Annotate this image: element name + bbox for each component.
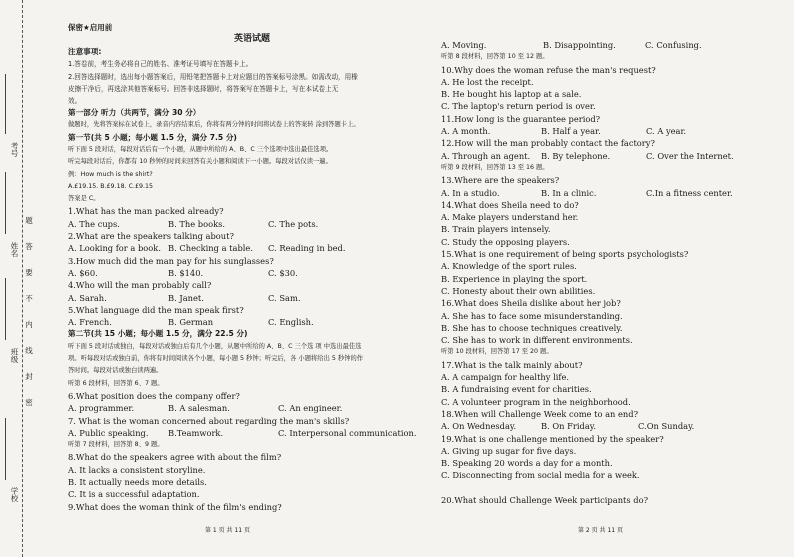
question-9-options: [441, 39, 786, 51]
option-b[interactable]: B. A fundraising event for charities.: [441, 384, 592, 395]
question-4: 4.Who will the man probably call?: [68, 280, 212, 291]
seal-char: 题: [25, 216, 33, 225]
section-2-instruction: 答时间。每段对话或独白读两遍。: [68, 367, 163, 375]
note-line: 2.回答选择题时，选出每小题答案后，用铅笔把答题卡上对应题目的答案标号涂黑。如需改动，用橡: [68, 72, 358, 81]
question-1-options: [68, 218, 436, 230]
question-17: 17.What is the talk mainly about?: [441, 359, 583, 370]
class-field[interactable]: [5, 278, 20, 340]
option-a[interactable]: A. Giving up sugar for five days.: [441, 445, 577, 456]
page-2-footer: 第 2 页 共 11 页: [578, 527, 623, 534]
material-note: 听第 8 段材料，回答第 10 至 12 题。: [441, 53, 549, 61]
option-c[interactable]: C. Confusing.: [645, 40, 702, 50]
seal-char: 封: [25, 372, 33, 381]
option-c[interactable]: C. The pots.: [268, 218, 319, 229]
section-1-instruction: 听下面 5 段对话，每段对话后有一个小题，从题中所给的 A、B、C 三个选项中选出最佳选项。: [68, 146, 333, 153]
option-b[interactable]: B.Teamwork.: [168, 427, 224, 438]
option-c[interactable]: C. Study the opposing players.: [441, 236, 570, 247]
option-b[interactable]: B. Janet.: [168, 292, 204, 303]
seal-char: 线: [25, 346, 33, 355]
question-2: 2.What are the speakers talking about?: [68, 231, 234, 242]
question-13-options: [441, 187, 786, 199]
question-2-options: [68, 242, 436, 254]
option-c[interactable]: C. It is a successful adaptation.: [68, 489, 200, 500]
question-16: 16.What does Sheila dislike about her job?: [441, 298, 621, 309]
note-line: 1.答卷前，考生务必将自己的姓名、准考证号填写在答题卡上。: [68, 60, 253, 69]
option-a[interactable]: A. She has to face some misunderstanding.: [441, 310, 623, 321]
option-c[interactable]: C. Reading in bed.: [268, 243, 346, 254]
section-1-instruction: 听完每段对话后，你都有 10 秒钟的时间来回答有关小题和阅读下一小题。每段对话仅读一遍。: [68, 158, 332, 166]
question-1: 1.What has the man packed already?: [68, 206, 224, 217]
option-b[interactable]: B. She has to choose techniques creatively.: [441, 322, 623, 333]
option-b[interactable]: B. Checking a table.: [168, 243, 253, 254]
question-19: 19.What is one challenge mentioned by the speaker?: [441, 433, 664, 444]
option-b[interactable]: B. By telephone.: [541, 150, 611, 161]
question-12-options: [441, 150, 786, 162]
option-c[interactable]: C. Over the Internet.: [646, 150, 734, 161]
option-b[interactable]: B. German: [168, 317, 214, 328]
seal-line-text: [23, 208, 35, 416]
question-7: 7. What is the woman concerned about regarding the man's skills?: [68, 415, 350, 426]
question-6: 6.What position does the company offer?: [68, 390, 240, 401]
option-a[interactable]: A. In a studio.: [441, 187, 500, 198]
question-6-options: [68, 402, 436, 414]
option-b[interactable]: B. Train players intensely.: [441, 224, 551, 235]
option-a[interactable]: A. Sarah.: [68, 292, 107, 303]
option-b[interactable]: B. He bought his laptop at a sale.: [441, 89, 582, 100]
option-a[interactable]: A. Looking for a book.: [68, 243, 161, 254]
section-2-instruction: 项。听每段对话或独白前，你将有时间阅读各个小题，每小题 5 秒钟；听完后，各 小题将给出 5 秒钟的作: [68, 355, 364, 363]
option-c[interactable]: C. A year.: [646, 126, 687, 137]
option-a[interactable]: A. Moving.: [441, 40, 487, 50]
option-a[interactable]: A. French.: [68, 317, 112, 328]
option-c[interactable]: C. English.: [268, 317, 314, 328]
option-c[interactable]: C. A volunteer program in the neighborhood.: [441, 396, 631, 407]
question-18: 18.When will Challenge Week come to an end?: [441, 408, 639, 419]
option-a[interactable]: A. A month.: [441, 126, 491, 137]
option-b[interactable]: B. In a clinic.: [541, 187, 597, 198]
material-note: 听第 6 段材料，回答第 6、7 题。: [68, 379, 164, 387]
exam-number-field[interactable]: [5, 74, 20, 134]
question-9: 9.What does the woman think of the film's ending?: [68, 501, 282, 512]
option-b[interactable]: B. Experience in playing the sport.: [441, 273, 588, 284]
material-note: 听第 10 段材料，回答第 17 至 20 题。: [441, 348, 553, 356]
seal-char: 答: [25, 242, 33, 251]
question-5-options: [68, 316, 436, 328]
option-b[interactable]: B. $140.: [168, 267, 204, 278]
question-18-options: [441, 420, 786, 432]
question-10: 10.Why does the woman refuse the man's request?: [441, 64, 656, 75]
confidential-mark: 保密★启用前: [68, 23, 113, 32]
option-a[interactable]: A. Make players understand her.: [441, 212, 579, 223]
question-3-options: [68, 267, 436, 279]
example-options: A.£19.15. B.£9.18. C.£9.15: [68, 182, 154, 190]
page-2-column: [441, 39, 786, 506]
page-1-column: [68, 22, 436, 513]
page-1-footer: 第 1 页 共 11 页: [205, 527, 250, 534]
option-c[interactable]: C. An engineer.: [278, 403, 343, 414]
part-1-note: 做题时，先将答案标在试卷上，录音内容结束后，你将有两分钟的时间将试卷上的答案转 涂到答题卡上。: [68, 121, 360, 129]
class-label: 班级: [5, 348, 19, 363]
question-4-options: [68, 292, 436, 304]
option-b[interactable]: B. The books.: [168, 218, 226, 229]
option-c[interactable]: C. The laptop's return period is over.: [441, 101, 596, 112]
option-a[interactable]: A. He lost the receipt.: [441, 76, 534, 87]
material-note: 听第 9 段材料，回答第 13 至 16 题。: [441, 163, 549, 171]
option-c[interactable]: C.On Sunday.: [638, 421, 695, 432]
option-a[interactable]: A. Knowledge of the sport rules.: [441, 261, 577, 272]
question-15: 15.What is one requirement of being sports psychologists?: [441, 249, 689, 260]
material-note: 听第 7 段材料，回答第 8、9 题。: [68, 441, 164, 449]
page-title: 英语试题: [233, 34, 270, 44]
question-11-options: [441, 125, 786, 137]
option-c[interactable]: C. Honesty about their own abilities.: [441, 285, 596, 296]
question-7-options: [68, 427, 436, 439]
option-b[interactable]: B. It actually needs more details.: [68, 477, 207, 488]
example-question: 例：How much is the shirt?: [68, 170, 153, 178]
option-c[interactable]: C. Interpersonal communication.: [278, 427, 417, 438]
question-14: 14.What does Sheila need to do?: [441, 199, 579, 210]
question-5: 5.What language did the man speak first?: [68, 304, 244, 315]
seal-char: 要: [25, 268, 33, 277]
name-label: 姓名: [5, 242, 19, 257]
option-c[interactable]: C. Sam.: [268, 292, 301, 303]
binding-margin: [0, 0, 44, 557]
option-a[interactable]: A. A campaign for healthy life.: [441, 372, 570, 383]
question-3: 3.How much did the man pay for his sunglasses?: [68, 255, 274, 266]
option-c[interactable]: C. She has to work in different environments.: [441, 335, 633, 346]
seal-char: 内: [25, 320, 33, 329]
option-b[interactable]: B. On Friday.: [541, 421, 597, 432]
question-11: 11.How long is the guarantee period?: [441, 113, 601, 124]
option-b[interactable]: B. Disappointing.: [543, 40, 616, 50]
section-2-instruction: 听下面 5 段对话或独白，每段对话或独白后有几个小题，从题中所给的 A、B、C 三个选 项 中选出最佳选: [68, 342, 362, 350]
question-8: 8.What do the speakers agree with about the film?: [68, 452, 282, 463]
school-label: 学校: [5, 487, 19, 502]
seal-char: 密: [25, 398, 33, 407]
option-a[interactable]: A. programmer.: [68, 403, 135, 414]
seal-char: 不: [25, 294, 33, 303]
note-line: 皮擦干净后，再选涂其他答案标号。回答非选择题时，将答案写在答题卡上，写在本试卷上无: [68, 84, 339, 93]
section-2-heading: 第二节(共 15 小题；每小题 1.5 分，满分 22.5 分): [68, 329, 248, 339]
option-a[interactable]: A. Through an agent.: [441, 150, 531, 161]
option-c[interactable]: C. $30.: [268, 267, 298, 278]
option-b[interactable]: B. Speaking 20 words a day for a month.: [441, 458, 613, 469]
option-a[interactable]: A. It lacks a consistent storyline.: [68, 464, 206, 475]
option-c[interactable]: C. Disconnecting from social media for a week.: [441, 470, 640, 481]
option-b[interactable]: B. A salesman.: [168, 403, 230, 414]
option-a[interactable]: A. On Wednesday.: [441, 421, 517, 432]
option-a[interactable]: A. $60.: [68, 267, 98, 278]
part-1-heading: 第一部分 听力（共两节，满分 30 分）: [68, 108, 201, 118]
note-line: 效。: [68, 96, 82, 105]
exam-number-label: 考号: [5, 142, 19, 157]
option-a[interactable]: A. The cups.: [68, 218, 120, 229]
question-20: 20.What should Challenge Week participants do?: [441, 494, 649, 505]
school-field[interactable]: [5, 418, 20, 480]
question-13: 13.Where are the speakers?: [441, 175, 560, 186]
option-a[interactable]: A. Public speaking.: [68, 427, 149, 438]
option-c[interactable]: C.In a fitness center.: [646, 187, 733, 198]
question-12: 12.How will the man probably contact the factory?: [441, 138, 655, 149]
example-answer: 答案是 C。: [68, 195, 100, 203]
section-1-heading: 第一节(共 5 小题；每小题 1.5 分，满分 7.5 分): [68, 132, 237, 142]
option-b[interactable]: B. Half a year.: [541, 126, 601, 137]
name-field[interactable]: [5, 172, 20, 234]
notes-title: 注意事项:: [68, 47, 102, 56]
